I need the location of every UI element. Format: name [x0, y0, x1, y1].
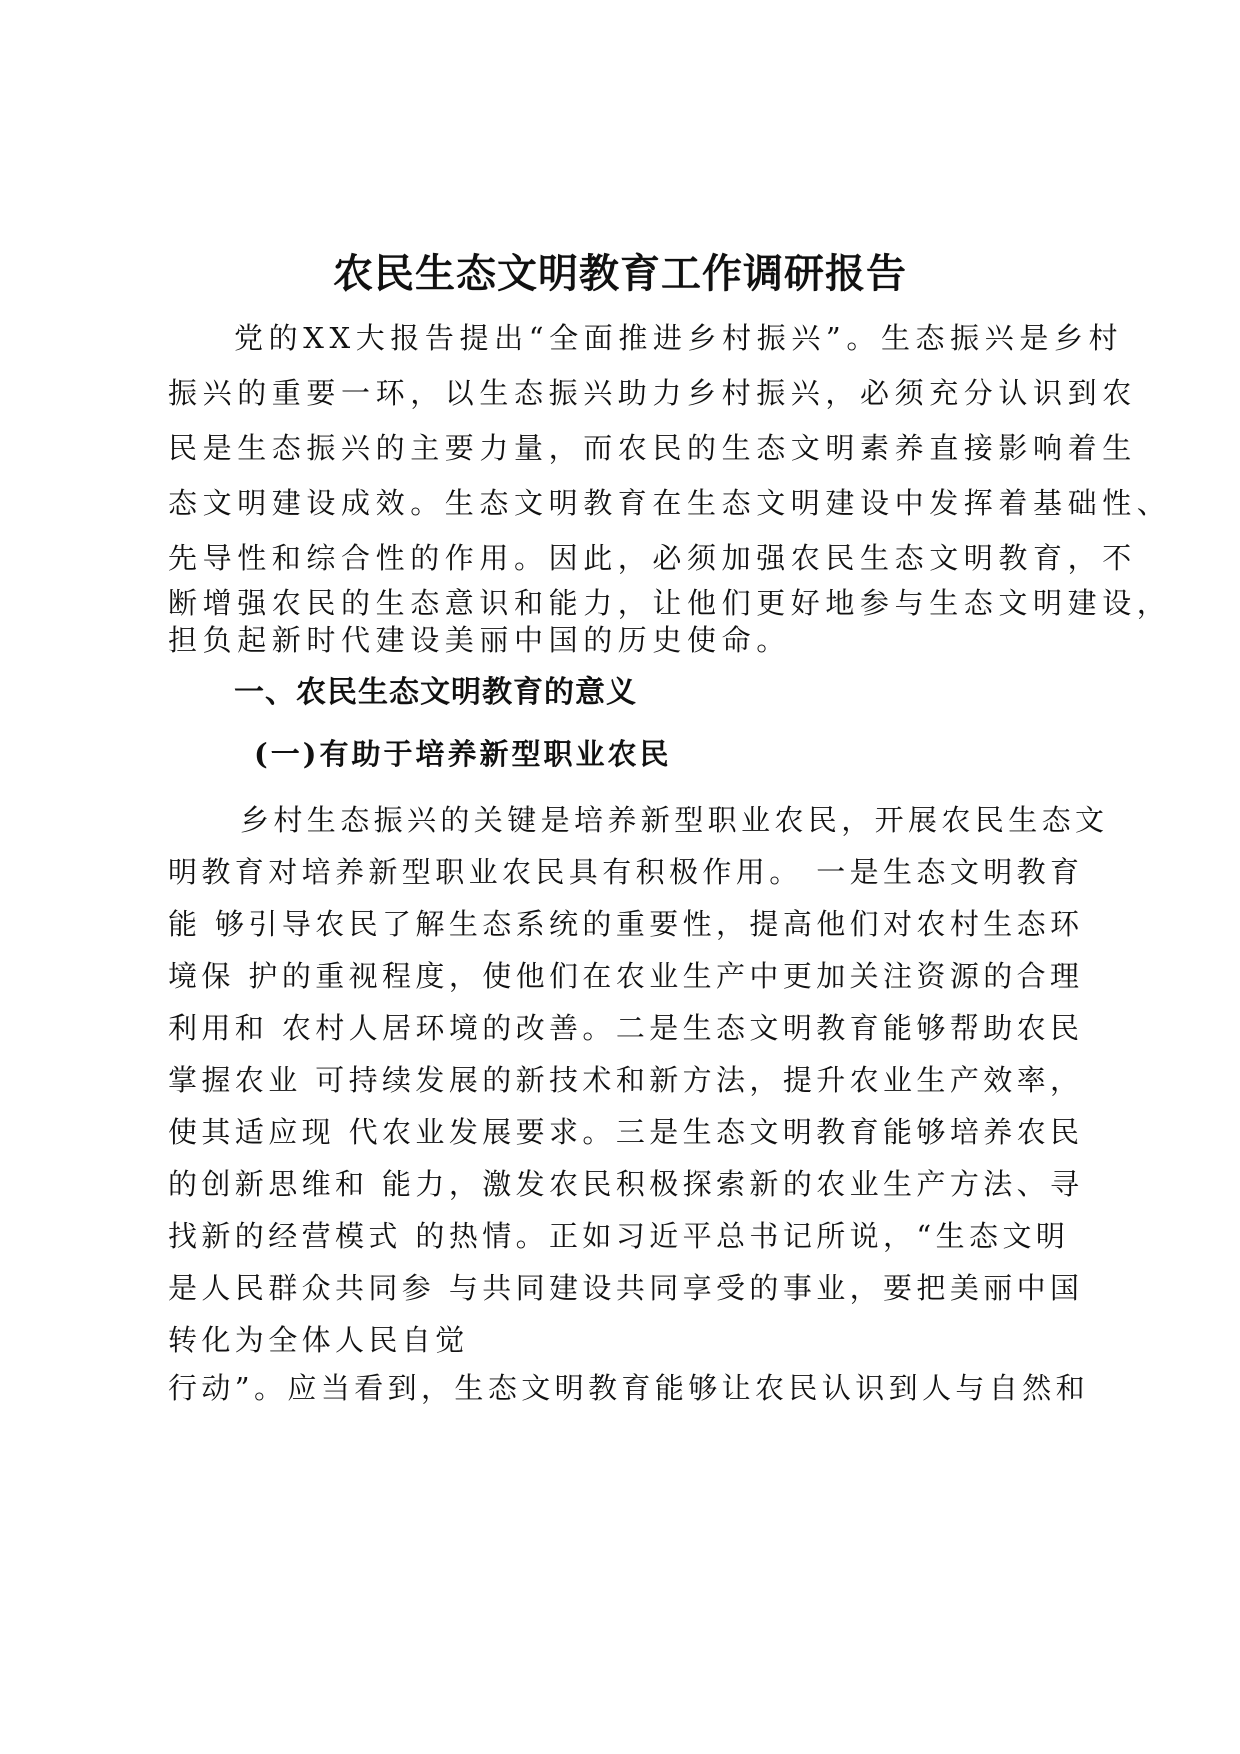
- section-line: 是人民群众共同参 与共同建设共同享受的事业，要把美丽中国: [168, 1271, 1084, 1305]
- subsection-heading: (一)有助于培养新型职业农民: [254, 737, 672, 771]
- section-line: 的创新思维和 能力，激发农民积极探索新的农业生产方法、寻: [168, 1167, 1084, 1201]
- intro-line: 断增强农民的生态意识和能力，让他们更好地参与生态文明建设，: [168, 586, 1172, 620]
- section-line: 掌握农业 可持续发展的新技术和新方法，提升农业生产效率，: [168, 1063, 1084, 1097]
- intro-line: 振兴的重要一环，以生态振兴助力乡村振兴，必须充分认识到农: [168, 376, 1137, 410]
- section-line: 行动”。应当看到，生态文明教育能够让农民认识到人与自然和: [168, 1371, 1090, 1405]
- intro-line: 态文明建设成效。生态文明教育在生态文明建设中发挥着基础性、: [168, 486, 1172, 520]
- section-line: 利用和 农村人居环境的改善。二是生态文明教育能够帮助农民: [168, 1011, 1084, 1045]
- intro-line: 党的XX大报告提出“全面推进乡村振兴”。生态振兴是乡村: [234, 321, 1124, 355]
- section-line: 找新的经营模式 的热情。正如习近平总书记所说，“生态文明: [168, 1219, 1070, 1253]
- section-line: 能 够引导农民了解生态系统的重要性，提高他们对农村生态环: [168, 907, 1084, 941]
- section-line: 境保 护的重视程度，使他们在农业生产中更加关注资源的合理: [168, 959, 1084, 993]
- intro-line: 先导性和综合性的作用。因此，必须加强农民生态文明教育，不: [168, 541, 1137, 575]
- section-line: 明教育对培养新型职业农民具有积极作用。 一是生态文明教育: [168, 855, 1084, 889]
- intro-line: 民是生态振兴的主要力量，而农民的生态文明素养直接影响着生: [168, 431, 1137, 465]
- section-heading: 一、农民生态文明教育的意义: [234, 675, 637, 710]
- section-line: 使其适应现 代农业发展要求。三是生态文明教育能够培养农民: [168, 1115, 1084, 1149]
- document-title: 农民生态文明教育工作调研报告: [333, 251, 907, 297]
- section-line: 转化为全体人民自觉: [168, 1323, 469, 1357]
- intro-line: 担负起新时代建设美丽中国的历史使命。: [168, 623, 791, 657]
- section-line: 乡村生态振兴的关键是培养新型职业农民，开展农民生态文: [240, 803, 1109, 837]
